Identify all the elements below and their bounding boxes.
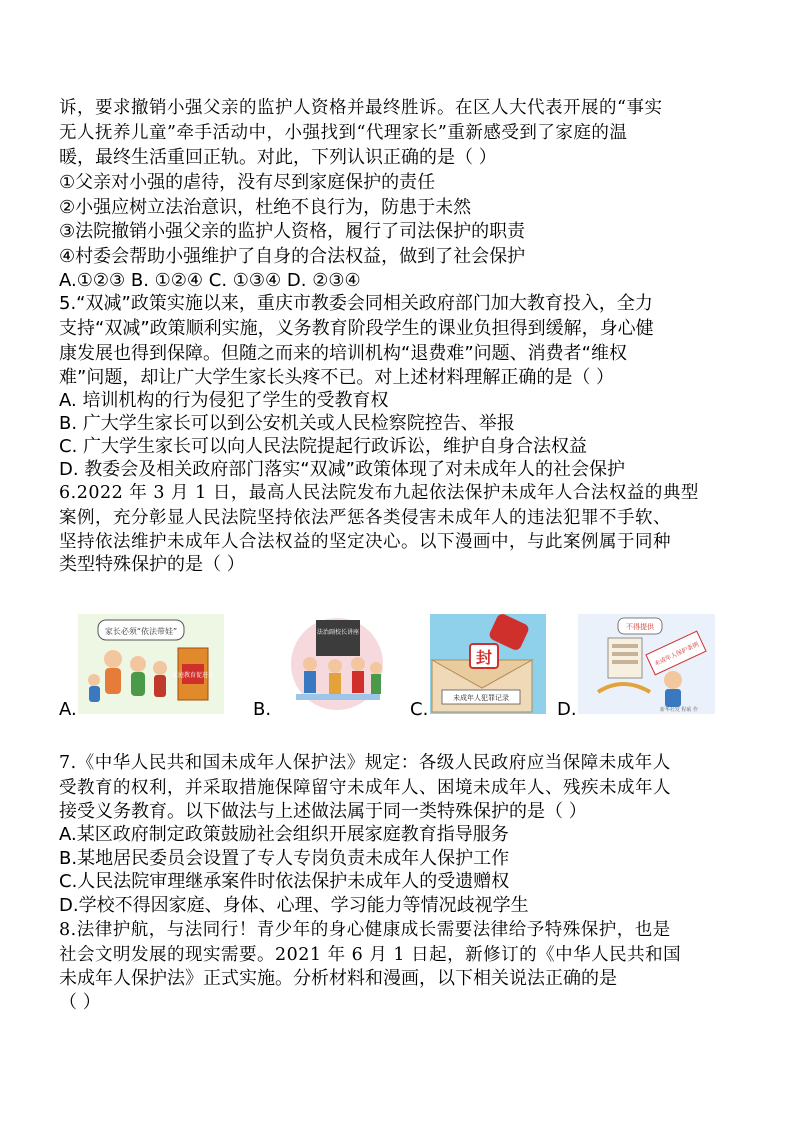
q5-option-a: A. 培训机构的行为侵犯了学生的受教育权 [59,390,389,411]
cartoon-b-board-text: 法治副校长讲座 [316,629,360,636]
cartoon-c-seal-image [430,614,546,714]
q6-option-d-label: D. [557,699,577,720]
q8-line-1: 8.法律护航，与法同行！青少年的身心健康成长需要法律给予特殊保护，也是 [59,920,671,940]
q7-option-d: D.学校不得因家庭、身体、心理、学习能力等情况歧视学生 [59,895,529,916]
q7-option-b: B.某地居民委员会设置了专人专岗负责未成年人保护工作 [59,848,510,869]
cartoon-a-sign-text: 家长必须“依法带娃” [104,627,178,636]
q4-line-3: 暖，最终生活重回正轨。对此，下列认识正确的是（ ） [59,147,497,168]
q6-line-3: 坚持依法维护未成年人合法权益的坚定决心。以下漫画中，与此案例属于同种 [59,532,671,552]
cartoon-a-book-text: 家庭教育促进法 [171,672,215,679]
q5-option-b: B. 广大学生家长可以到公安机关或人民检察院控告、举报 [59,413,515,434]
cartoon-b-classroom-image [280,614,395,714]
cartoon-d-protection-image [578,614,715,714]
q4-statement-1: ①父亲对小强的虐待，没有尽到家庭保护的责任 [59,172,436,193]
q5-option-d: D. 教委会及相关政府部门落实“双减”政策体现了对未成年人的社会保护 [59,459,625,480]
q6-option-b-label: B. [253,699,272,720]
q7-line-3: 接受义务教育。以下做法与上述做法属于同一类特殊保护的是（ ） [59,801,587,822]
q4-statement-3: ③法院撤销小强父亲的监护人资格，履行了司法保护的职责 [59,221,526,242]
cartoon-a-family-image [78,614,224,714]
cartoon-d-book-text: 未成年人保护条例 [653,641,700,668]
q4-options: A.①②③ B. ①②④ C. ①③④ D. ②③④ [59,270,361,291]
q8-line-2: 社会文明发展的现实需要。2021 年 6 月 1 日起，新修订的《中华人民共和国 [59,945,682,965]
q6-line-2: 案例，充分彰显人民法院坚持依法严惩各类侵害未成年人的违法犯罪不手软、 [59,508,671,528]
q6-option-c-label: C. [410,699,429,720]
q6-line-1: 6.2022 年 3 月 1 日，最高人民法院发布九起依法保护未成年人合法权益的典型 [59,483,699,503]
cartoon-c-seal-text: 封 [475,648,493,667]
q5-line-1: 5.“双减”政策实施以来，重庆市教委会同相关政府部门加大教育投入，全力 [59,293,653,314]
q4-statement-4: ④村委会帮助小强维护了自身的合法权益，做到了社会保护 [59,246,526,267]
q4-line-2: 无人抚养儿童”牵手活动中，小强找到“代理家长”重新感受到了家庭的温 [59,123,628,143]
q6-line-4: 类型特殊保护的是（ ） [59,554,245,575]
q8-line-3: 未成年人保护法》正式实施。分析材料和漫画，以下相关说法正确的是 [59,968,617,989]
cartoon-d-bubble-text: 不得提供 [626,623,654,631]
q4-statement-2: ②小强应树立法治意识，杜绝不良行为，防患于未然 [59,197,472,218]
q6-option-a-label: A. [59,699,77,720]
cartoon-d-credit-text: 新华社发 程硕 作 [659,707,698,713]
q7-line-2: 受教育的权利，并采取措施保障留守未成年人、困境未成年人、残疾未成年人 [59,778,671,798]
q8-line-4: （ ） [59,992,101,1013]
q5-line-3: 康发展也得到保障。但随之而来的培训机构“退费难”问题、消费者“维权 [59,343,627,364]
q5-option-c: C. 广大学生家长可以向人民法院提起行政诉讼，维护自身合法权益 [59,436,588,457]
q7-option-a: A.某区政府制定政策鼓励社会组织开展家庭教育指导服务 [59,824,509,845]
q5-line-2: 支持“双减”政策顺利实施，义务教育阶段学生的课业负担得到缓解，身心健 [59,318,654,339]
q7-option-c: C.人民法院审理继承案件时依法保护未成年人的受遗赠权 [59,871,510,892]
q5-line-4: 难”问题，却让广大学生家长头疼不已。对上述材料理解正确的是（ ） [59,367,615,388]
cartoon-c-label-text: 未成年人犯罪记录 [453,694,509,702]
q7-line-1: 7.《中华人民共和国未成年人保护法》规定：各级人民政府应当保障未成年人 [59,753,671,773]
q4-line-1: 诉，要求撤销小强父亲的监护人资格并最终胜诉。在区人大代表开展的“事实 [59,98,663,118]
